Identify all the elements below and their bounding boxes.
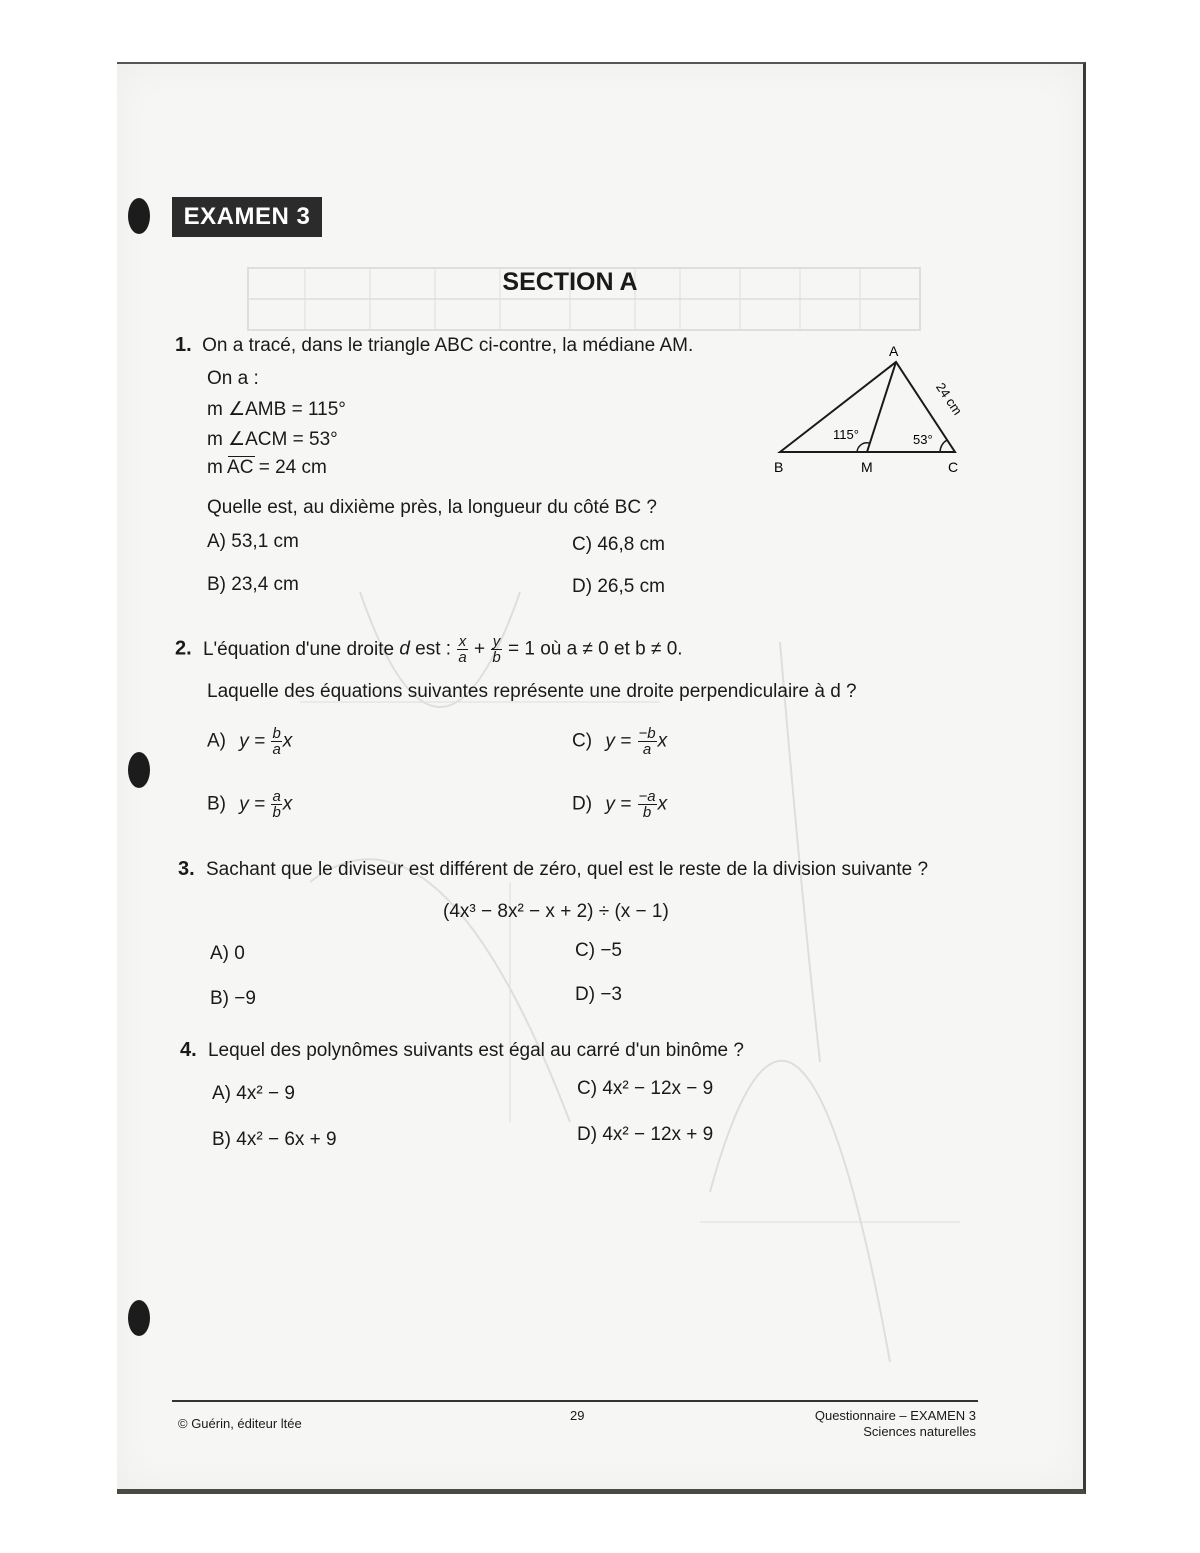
option-fraction: $\frac{-b}{a}$ — [638, 725, 656, 758]
question-prompt: Quelle est, au dixième près, la longueur du côté BC ? — [207, 497, 657, 518]
option-var: x — [282, 793, 293, 815]
section-title: SECTION A — [502, 268, 638, 296]
given-intro: On a : — [207, 368, 259, 389]
question-3 — [178, 858, 928, 881]
option-lhs: y = — [605, 730, 632, 752]
option-d[interactable]: D) −3 — [575, 984, 622, 1005]
option-b[interactable]: B) −9 — [210, 988, 256, 1009]
option-d[interactable]: D) 26,5 cm — [572, 576, 665, 597]
question-prompt: Laquelle des équations suivantes représente une droite perpendiculaire à d ? — [207, 681, 857, 702]
given-angle-acm: m ∠ACM = 53° — [207, 429, 338, 450]
binder-hole-middle — [128, 752, 150, 788]
plus-sign: + — [474, 638, 491, 660]
binder-hole-top — [128, 198, 150, 234]
option-b[interactable] — [207, 789, 292, 820]
footer-exam-title: Questionnaire – EXAMEN 3 — [814, 1408, 976, 1423]
footer-subject: Sciences naturelles — [863, 1424, 976, 1439]
question-text-after: = 1 où a ≠ 0 et b ≠ 0. — [508, 638, 683, 660]
question-text: Lequel des polynômes suivants est égal au carré d'un binôme ? — [207, 1040, 744, 1061]
option-label: C) — [572, 730, 593, 752]
side-ac-label: 24 cm — [932, 379, 966, 418]
vertex-a-label: A — [889, 343, 899, 359]
option-c[interactable]: C) 4x² − 12x − 9 — [577, 1078, 714, 1099]
binder-hole-bottom — [128, 1300, 150, 1336]
angle-amb-label: 115° — [833, 427, 859, 442]
option-var: x — [657, 793, 668, 815]
option-c[interactable] — [572, 726, 667, 757]
option-fraction: $\frac{-a}{b}$ — [638, 788, 656, 821]
option-d[interactable]: D) 4x² − 12x + 9 — [577, 1124, 714, 1145]
option-lhs: y = — [605, 793, 632, 815]
question-number: 4. — [180, 1039, 197, 1061]
option-var: x — [657, 730, 668, 752]
option-a[interactable]: A) 0 — [210, 943, 245, 964]
option-d[interactable] — [572, 789, 667, 820]
option-label: A) — [207, 730, 226, 752]
option-c[interactable]: C) 46,8 cm — [572, 534, 665, 555]
question-text: Sachant que le diviseur est différent de zéro, quel est le reste de la division suivante ? — [205, 859, 929, 880]
variable-d: d — [399, 638, 410, 660]
option-fraction: $\frac{a}{b}$ — [272, 788, 281, 821]
vertex-m-label: M — [861, 459, 873, 475]
vertex-c-label: C — [948, 459, 959, 475]
given-angle-amb: m ∠AMB = 115° — [207, 399, 346, 420]
question-4 — [180, 1039, 744, 1062]
publisher-credit: © Guérin, éditeur ltée — [178, 1416, 302, 1431]
question-number: 3. — [178, 858, 195, 880]
question-number: 1. — [175, 334, 192, 356]
option-fraction: $\frac{b}{a}$ — [272, 725, 281, 758]
option-lhs: y = — [239, 793, 266, 815]
question-text-est: est : — [409, 638, 457, 660]
option-a[interactable]: A) 4x² − 9 — [212, 1083, 295, 1104]
exam-label: EXAMEN 3 — [172, 197, 322, 237]
question-number: 2. — [175, 637, 192, 660]
footer-rule — [172, 1400, 978, 1402]
angle-acm-label: 53° — [913, 432, 933, 447]
option-b[interactable]: B) 4x² − 6x + 9 — [212, 1129, 337, 1150]
fraction-x-over-a: $\frac{x}{a}$ — [458, 633, 467, 666]
given-side-ac: m AC = 24 cm — [207, 457, 327, 478]
option-c[interactable]: C) −5 — [575, 940, 622, 961]
option-var: x — [282, 730, 293, 752]
question-2 — [175, 634, 683, 665]
division-expression: (4x³ − 8x² − x + 2) ÷ (x − 1) — [443, 901, 669, 922]
option-label: B) — [207, 793, 226, 815]
vertex-b-label: B — [774, 459, 784, 475]
angle-acm-arc — [940, 440, 947, 452]
option-lhs: y = — [239, 730, 266, 752]
question-text: On a tracé, dans le triangle ABC ci-contre, la médiane AM. — [202, 335, 694, 356]
triangle-figure — [770, 340, 970, 485]
option-a[interactable]: A) 53,1 cm — [207, 531, 299, 552]
option-a[interactable] — [207, 726, 292, 757]
question-text-before: L'équation d'une droite — [202, 638, 400, 660]
overline-ac — [228, 456, 255, 457]
option-b[interactable]: B) 23,4 cm — [207, 574, 299, 595]
page-number: 29 — [570, 1408, 585, 1423]
fraction-y-over-b: $\frac{y}{b}$ — [492, 633, 501, 666]
option-label: D) — [572, 793, 593, 815]
median-am — [867, 362, 896, 452]
question-1 — [175, 334, 693, 357]
